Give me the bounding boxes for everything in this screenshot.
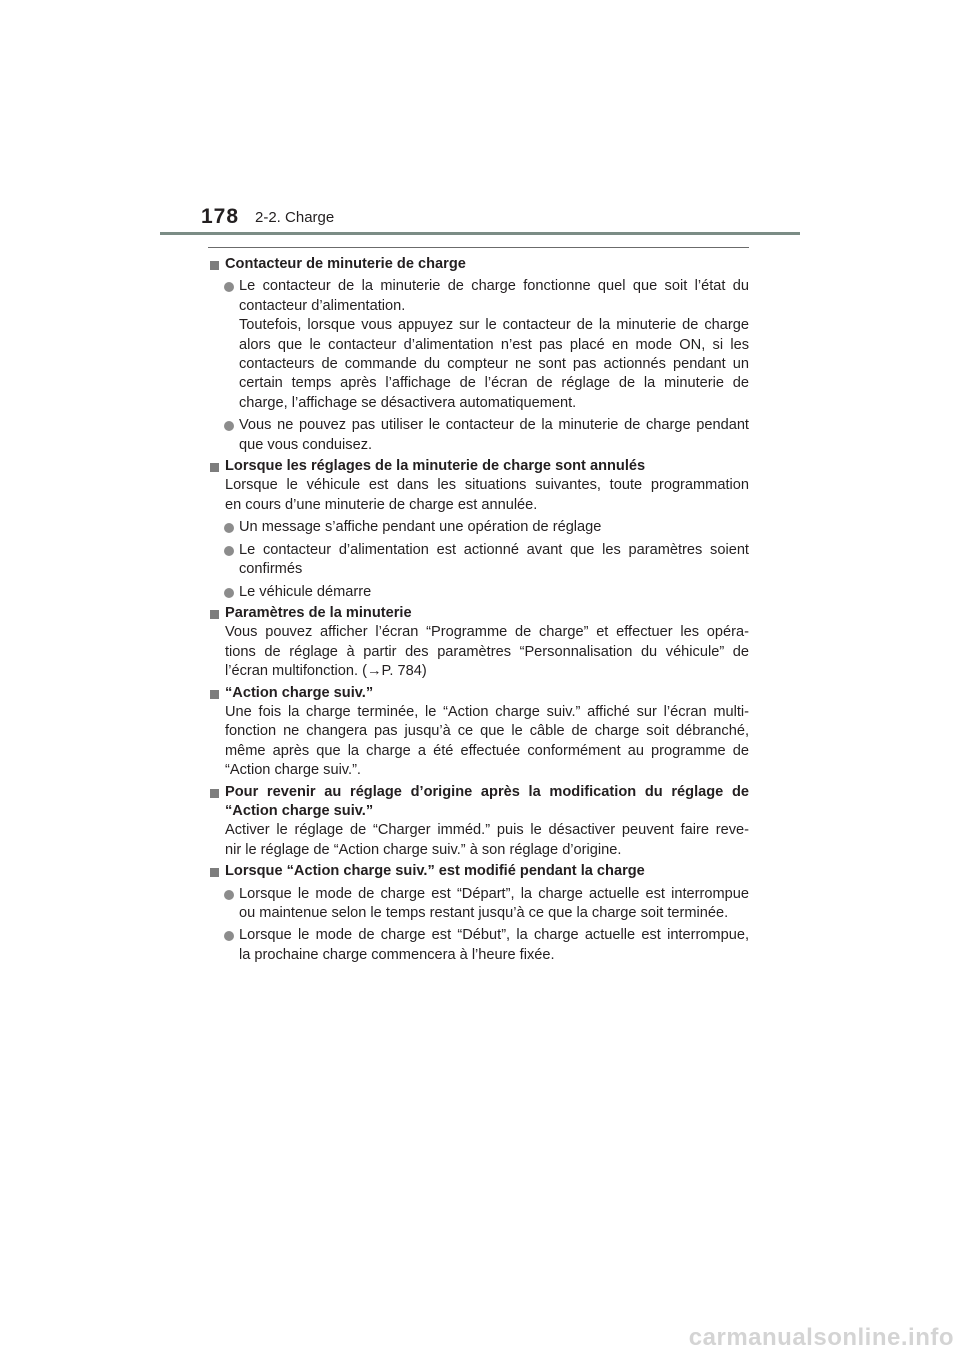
round-bullet-icon [224, 421, 234, 431]
text-line: alors que le contacteur d’alimentation n’est pas placé en mode ON, si les [239, 336, 749, 353]
list-item [208, 926, 749, 965]
text-line: en cours d’une minuterie de charge est annulée. [225, 496, 538, 513]
text-line: Vous pouvez afficher l’écran “Programme de charge” et effectuer les opéra- [225, 624, 749, 641]
page-reference: l’écran multifonction. (→P. 784) [225, 663, 427, 680]
square-bullet-icon [210, 610, 219, 619]
list-item [208, 518, 749, 537]
heading-text: Pour revenir au réglage d’origine après la modification du réglage de [225, 783, 749, 800]
text-line: tions de réglage à partir des paramètres “Personnalisation du véhicule” de [225, 643, 749, 660]
text-line: que vous conduisez. [239, 436, 373, 453]
paragraph [208, 821, 749, 860]
round-bullet-icon [224, 931, 234, 941]
section-heading [208, 862, 749, 881]
text-line: Lorsque le mode de charge est “Début”, la charge actuelle est interrompue, [239, 927, 749, 944]
text-line: Vous ne pouvez pas utiliser le contacteur de la minuterie de charge pendant [239, 417, 749, 434]
square-bullet-icon [210, 690, 219, 699]
paragraph [208, 476, 749, 515]
text-line: Le véhicule démarre [239, 583, 372, 600]
text-line: fonction ne changera pas jusqu’à ce que le câble de charge soit débranché, [225, 723, 749, 740]
heading-text: “Action charge suiv.” [225, 802, 374, 819]
text-line: nir le réglage de “Action charge suiv.” à son réglage d’origine. [225, 841, 622, 858]
square-bullet-icon [210, 789, 219, 798]
list-item [208, 277, 749, 413]
text-line: charge, l’affichage se désactivera automatiquement. [239, 394, 577, 411]
round-bullet-icon [224, 282, 234, 292]
text-line: Activer le réglage de “Charger imméd.” puis le désactiver peuvent faire reve- [225, 822, 749, 839]
list-item [208, 416, 749, 455]
round-bullet-icon [224, 890, 234, 900]
text-line: certain temps après l’affichage de l’écran de réglage de la minuterie de [239, 375, 749, 392]
list-item [208, 583, 749, 602]
section-heading [208, 684, 749, 703]
text-line: Lorsque le mode de charge est “Départ”, la charge actuelle est interrompue [239, 885, 749, 902]
content-body [208, 255, 749, 965]
content-rule [208, 247, 749, 248]
watermark: carmanualsonline.info [688, 1324, 954, 1351]
text-line: Un message s’affiche pendant une opération de réglage [239, 519, 602, 536]
list-item [208, 885, 749, 924]
page-header [0, 0, 960, 240]
section-heading [208, 783, 749, 822]
text-line: Une fois la charge terminée, le “Action charge suiv.” affiché sur l’écran multi- [225, 703, 749, 720]
list-item [208, 541, 749, 580]
page-number: 178 [201, 205, 240, 228]
text-line: ou maintenue selon le temps restant jusqu’à ce que la charge soit terminée. [239, 905, 729, 921]
text-line: “Action charge suiv.”. [225, 762, 361, 779]
text-line: Toutefois, lorsque vous appuyez sur le contacteur de la minuterie de charge [239, 317, 749, 334]
paragraph [208, 703, 749, 781]
section-heading [208, 255, 749, 274]
header-rule [160, 232, 800, 235]
text-line: contacteur d’alimentation. [239, 297, 406, 314]
heading-text: “Action charge suiv.” [225, 684, 374, 701]
round-bullet-icon [224, 546, 234, 556]
round-bullet-icon [224, 523, 234, 533]
text-line: la prochaine charge commencera à l’heure fixée. [239, 946, 555, 963]
round-bullet-icon [224, 588, 234, 598]
square-bullet-icon [210, 261, 219, 270]
heading-text: Lorsque “Action charge suiv.” est modifié pendant la charge [225, 863, 645, 880]
text-line: Le contacteur de la minuterie de charge fonctionne quel que soit l’état du [239, 278, 749, 295]
section-title: 2-2. Charge [255, 209, 335, 226]
square-bullet-icon [210, 463, 219, 472]
square-bullet-icon [210, 868, 219, 877]
section-heading [208, 604, 749, 623]
text-line: confirmés [239, 561, 303, 578]
text-line: Le contacteur d’alimentation est actionné avant que les paramètres soient [239, 541, 749, 558]
heading-text: Paramètres de la minuterie [225, 604, 412, 621]
text-line: Lorsque le véhicule est dans les situations suivantes, toute programmation [225, 477, 749, 494]
heading-text: Lorsque les réglages de la minuterie de charge sont annulés [225, 458, 646, 475]
text-line: contacteurs de commande du compteur ne sont pas actionnés pendant un [239, 356, 749, 373]
paragraph [208, 623, 749, 681]
heading-text: Contacteur de minuterie de charge [225, 256, 466, 272]
text-line: même après que la charge a été effectuée conformément au programme de [225, 742, 749, 759]
section-heading [208, 457, 749, 476]
